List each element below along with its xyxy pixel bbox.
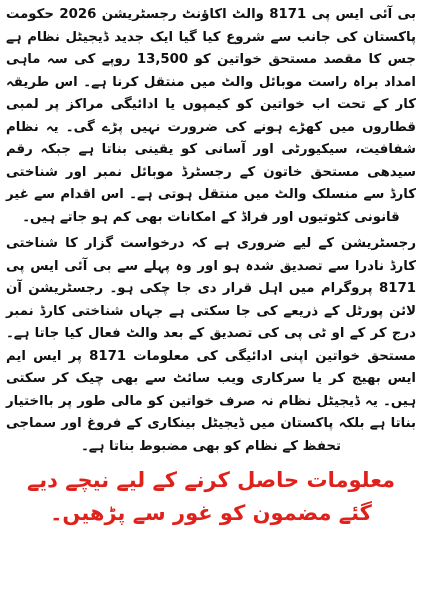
paragraph-intro: بی آئی ایس پی 8171 والٹ اکاؤنٹ رجسٹریشن 2026 حکومت پاکستان کی جانب سے شروع کیا گیا ایک جدید ڈیجیٹل نظام ہے جس کا مقصد مستحق خواتین کو 13,500 روپے کی سہ ماہی امداد براہ راست موبائل والٹ میں منتقل کرنا ہے۔ اس طریقہ کار کے تحت اب خواتین کو کیمپوں یا ادائیگی مراکز پر لمبی قطاروں میں کھڑے ہونے کی ضرورت نہیں پڑے گی۔ یہ نظام شفافیت، سیکیورٹی اور آسانی کو یقینی بناتا ہے جبکہ رقم سیدھی مستحق خاتون کے رجسٹرڈ موبائل نمبر اور شناختی کارڈ سے منسلک والٹ میں منتقل ہوتی ہے۔ اس اقدام سے غیر قانونی کٹوتیوں اور فراڈ کے امکانات بھی کم ہو جاتے ہیں۔ bbox=[6, 7, 416, 225]
call-to-action bbox=[6, 464, 416, 530]
cta-line-2: گئے مضمون کو غور سے پڑھیں۔ bbox=[50, 501, 372, 525]
paragraph-registration: رجسٹریشن کے لیے ضروری ہے کہ درخواست گزار کا شناختی کارڈ نادرا سے تصدیق شدہ ہو اور وہ پہلے سے بی آئی ایس پی 8171 پروگرام میں اہل قرار دی جا چکی ہو۔ رجسٹریشن آن لائن پورٹل کے ذریعے کی جا سکتی ہے جہاں شناختی کارڈ نمبر درج کر کے او ٹی پی کی تصدیق کے بعد والٹ فعال کیا جاتا ہے۔ مستحق خواتین اپنی ادائیگی کی معلومات 8171 پر ایس ایم ایس بھیج کر یا سرکاری ویب سائٹ سے بھی چیک کر سکتی ہیں۔ یہ ڈیجیٹل نظام نہ صرف خواتین کو مالی طور پر بااختیار بناتا ہے بلکہ پاکستان میں ڈیجیٹل بینکاری کے فروغ اور سماجی تحفظ کے نظام کو بھی مضبوط بناتا ہے۔ bbox=[6, 236, 416, 454]
cta-line-1: معلومات حاصل کرنے کے لیے نیچے دیے bbox=[26, 468, 396, 492]
